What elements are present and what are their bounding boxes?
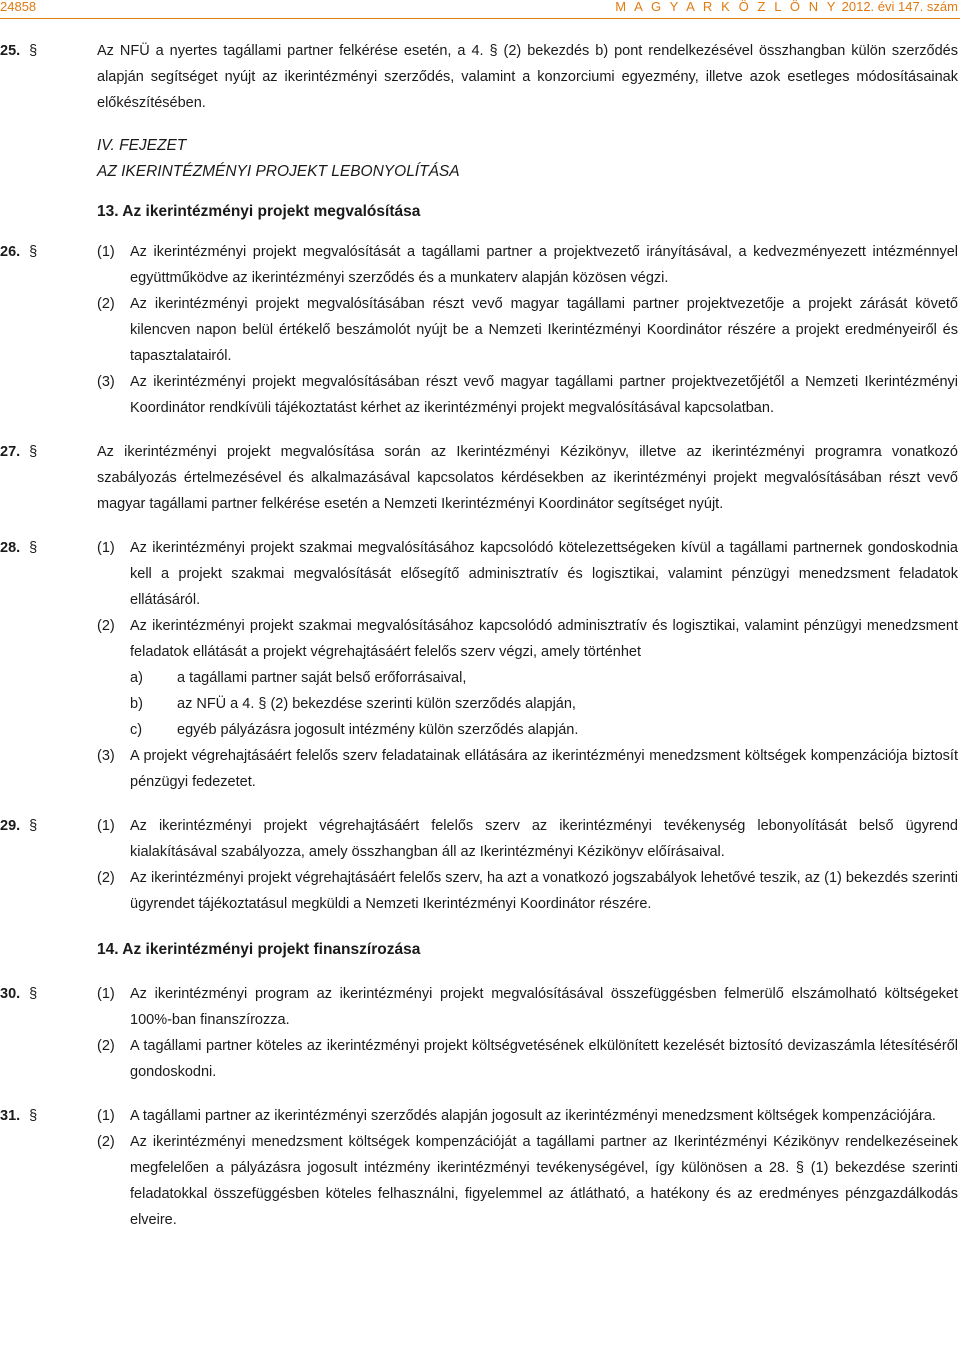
paragraph-1 bbox=[97, 813, 958, 865]
paragraph-text: Az ikerintézményi projekt megvalósítását a tagállami partner a projektvezető irányításával, a kedvezményezett intézménnyel együttműködve az ikerintézményi szerződés és a munkaterv alapján közösen végzi. bbox=[130, 244, 958, 286]
section-number: 29. bbox=[0, 818, 21, 834]
section-symbol: § bbox=[29, 1108, 38, 1124]
list-item-b bbox=[130, 691, 958, 717]
item-text: az NFÜ a 4. § (2) bekezdése szerinti külön szerződés alapján, bbox=[177, 696, 576, 712]
subtitle-13: 13. Az ikerintézményi projekt megvalósítása bbox=[97, 203, 421, 220]
paragraph-number: (2) bbox=[97, 618, 115, 634]
paragraph-number: (1) bbox=[97, 1108, 115, 1124]
paragraph-1 bbox=[97, 981, 958, 1033]
chapter-heading bbox=[97, 133, 958, 185]
section-number: 30. bbox=[0, 986, 21, 1002]
page-number: 24858 bbox=[0, 0, 37, 14]
paragraph-text: Az ikerintézményi projekt megvalósításában részt vevő magyar tagállami partner projektvezetőjétől a Nemzeti Ikerintézményi Koordinátor rendkívüli tájékoztatást kérhet az ikerintézményi projekt megvalósításával kapcsolatban. bbox=[130, 374, 958, 416]
item-text: egyéb pályázásra jogosult intézmény külön szerződés alapján. bbox=[177, 722, 579, 738]
list-item-c bbox=[130, 717, 958, 743]
section-symbol: § bbox=[29, 818, 38, 834]
paragraph-text: Az ikerintézményi program az ikerintézményi projekt megvalósításával összefüggésben felmerülő elszámolható költségeket 100%-ban finanszírozza. bbox=[130, 986, 958, 1028]
section-25 bbox=[0, 38, 958, 116]
section-30 bbox=[0, 981, 958, 1085]
paragraph-text: A tagállami partner az ikerintézményi szerződés alapján jogosult az ikerintézményi menedzsment költségek kompenzációjára. bbox=[130, 1108, 936, 1124]
paragraph-number: (3) bbox=[97, 374, 115, 390]
section-number: 25. bbox=[0, 43, 21, 59]
section-symbol: § bbox=[29, 986, 38, 1002]
chapter-number: IV. FEJEZET bbox=[97, 137, 187, 154]
document-body bbox=[0, 38, 958, 1233]
section-26 bbox=[0, 239, 958, 421]
paragraph-3 bbox=[97, 369, 958, 421]
list-item-a bbox=[130, 665, 958, 691]
issue-number: 2012. évi 147. szám bbox=[841, 0, 958, 14]
paragraph-text: Az ikerintézményi menedzsment költségek kompenzációját a tagállami partner az Ikerintézményi Kézikönyv rendelkezéseinek megfelelően a pályázásra jogosult intézmény ikerintézményi tevékenységével, így különösen a 28. § (1) bekezdése szerinti feladatokkal összefüggésben köteles felhasználni, figyelemmel az átlátható, a hatékony és az eredményes pénzgazdálkodás elveire. bbox=[130, 1134, 958, 1228]
paragraph-1 bbox=[97, 1103, 958, 1129]
paragraph-2 bbox=[97, 865, 958, 917]
paragraph-number: (3) bbox=[97, 748, 115, 764]
paragraph-text: Az ikerintézményi projekt végrehajtásáért felelős szerv az ikerintézményi tevékenység lebonyolítását belső ügyrend kialakításával szabályozza, amely összhangban áll az Ikerintézményi Kézikönyv előírásaival. bbox=[130, 818, 958, 860]
item-letter: b) bbox=[130, 696, 143, 712]
paragraph-1 bbox=[97, 239, 958, 291]
page-header bbox=[0, 0, 960, 14]
paragraph-number: (2) bbox=[97, 870, 115, 886]
section-symbol: § bbox=[29, 540, 38, 556]
section-number: 26. bbox=[0, 244, 21, 260]
paragraph-2 bbox=[97, 1129, 958, 1233]
section-number: 31. bbox=[0, 1108, 21, 1124]
journal-title: M A G Y A R K Ö Z L Ö N Y bbox=[615, 0, 839, 14]
paragraph-text: Az ikerintézményi projekt szakmai megvalósításához kapcsolódó kötelezettségeken kívül a tagállami partnernek gondoskodnia kell a projekt szakmai megvalósítását elősegítő adminisztratív és logisztikai, valamint pénzügyi menedzsment feladatok ellátásáról. bbox=[130, 540, 958, 608]
section-symbol: § bbox=[29, 444, 38, 460]
section-31 bbox=[0, 1103, 958, 1233]
paragraph-1 bbox=[97, 535, 958, 613]
item-letter: a) bbox=[130, 670, 143, 686]
paragraph-number: (1) bbox=[97, 986, 115, 1002]
section-27 bbox=[0, 439, 958, 517]
section-symbol: § bbox=[29, 43, 38, 59]
paragraph-number: (2) bbox=[97, 296, 115, 312]
paragraph-2 bbox=[97, 291, 958, 369]
section-number: 27. bbox=[0, 444, 21, 460]
paragraph-number: (2) bbox=[97, 1134, 115, 1150]
section-text: Az NFÜ a nyertes tagállami partner felkérése esetén, a 4. § (2) bekezdés b) pont rendelkezésével összhangban külön szerződés alapján segítséget nyújt az ikerintézményi szerződés, valamint a konzorciumi egyezmény, illetve azok esetleges módosításainak előkészítésében. bbox=[97, 43, 958, 111]
chapter-title: AZ IKERINTÉZMÉNYI PROJEKT LEBONYOLÍTÁSA bbox=[97, 163, 460, 180]
paragraph-3 bbox=[97, 743, 958, 795]
section-text: Az ikerintézményi projekt megvalósítása során az Ikerintézményi Kézikönyv, illetve az ikerintézményi programra vonatkozó szabályozás értelmezésével és alkalmazásával kapcsolatos kérdésekben az ikerintézményi projekt megvalósításában részt vevő magyar tagállami partner felkérése esetén a Nemzeti Ikerintézményi Koordinátor segítséget nyújt. bbox=[97, 444, 958, 512]
section-symbol: § bbox=[29, 244, 38, 260]
paragraph-text: Az ikerintézményi projekt szakmai megvalósításához kapcsolódó adminisztratív és logisztikai, valamint pénzügyi menedzsment feladatok ellátását a projekt végrehajtásáért felelős szerv végzi, amely történhet bbox=[130, 618, 958, 660]
subtitle-14: 14. Az ikerintézményi projekt finanszírozása bbox=[97, 941, 421, 958]
section-number: 28. bbox=[0, 540, 21, 556]
paragraph-number: (1) bbox=[97, 818, 115, 834]
item-letter: c) bbox=[130, 722, 143, 738]
item-text: a tagállami partner saját belső erőforrásaival, bbox=[177, 670, 467, 686]
paragraph-2 bbox=[97, 1033, 958, 1085]
section-29 bbox=[0, 813, 958, 917]
paragraph-number: (1) bbox=[97, 540, 115, 556]
paragraph-2 bbox=[97, 613, 958, 743]
paragraph-number: (2) bbox=[97, 1038, 115, 1054]
paragraph-text: Az ikerintézményi projekt megvalósításában részt vevő magyar tagállami partner projektvezetője a projekt zárását követő kilencven napon belül értékelő beszámolót nyújt be a Nemzeti Ikerintézményi Koordinátor részére a projekt eredményeiről és tapasztalatairól. bbox=[130, 296, 958, 364]
journal-issue bbox=[615, 0, 958, 14]
paragraph-text: Az ikerintézményi projekt végrehajtásáért felelős szerv, ha azt a vonatkozó jogszabályok lehetővé teszik, az (1) bekezdés szerinti ügyrendet tájékoztatásul megküldi a Nemzeti Ikerintézményi Koordinátor részére. bbox=[130, 870, 958, 912]
section-28 bbox=[0, 535, 958, 795]
paragraph-number: (1) bbox=[97, 244, 115, 260]
paragraph-text: A projekt végrehajtásáért felelős szerv feladatainak ellátására az ikerintézményi menedzsment költségek kompenzációja biztosít pénzügyi fedezetet. bbox=[130, 748, 958, 790]
header-rule bbox=[0, 18, 960, 19]
paragraph-text: A tagállami partner köteles az ikerintézményi projekt költségvetésének elkülönített kezelését biztosító devizaszámla létesítéséről gondoskodni. bbox=[130, 1038, 958, 1080]
